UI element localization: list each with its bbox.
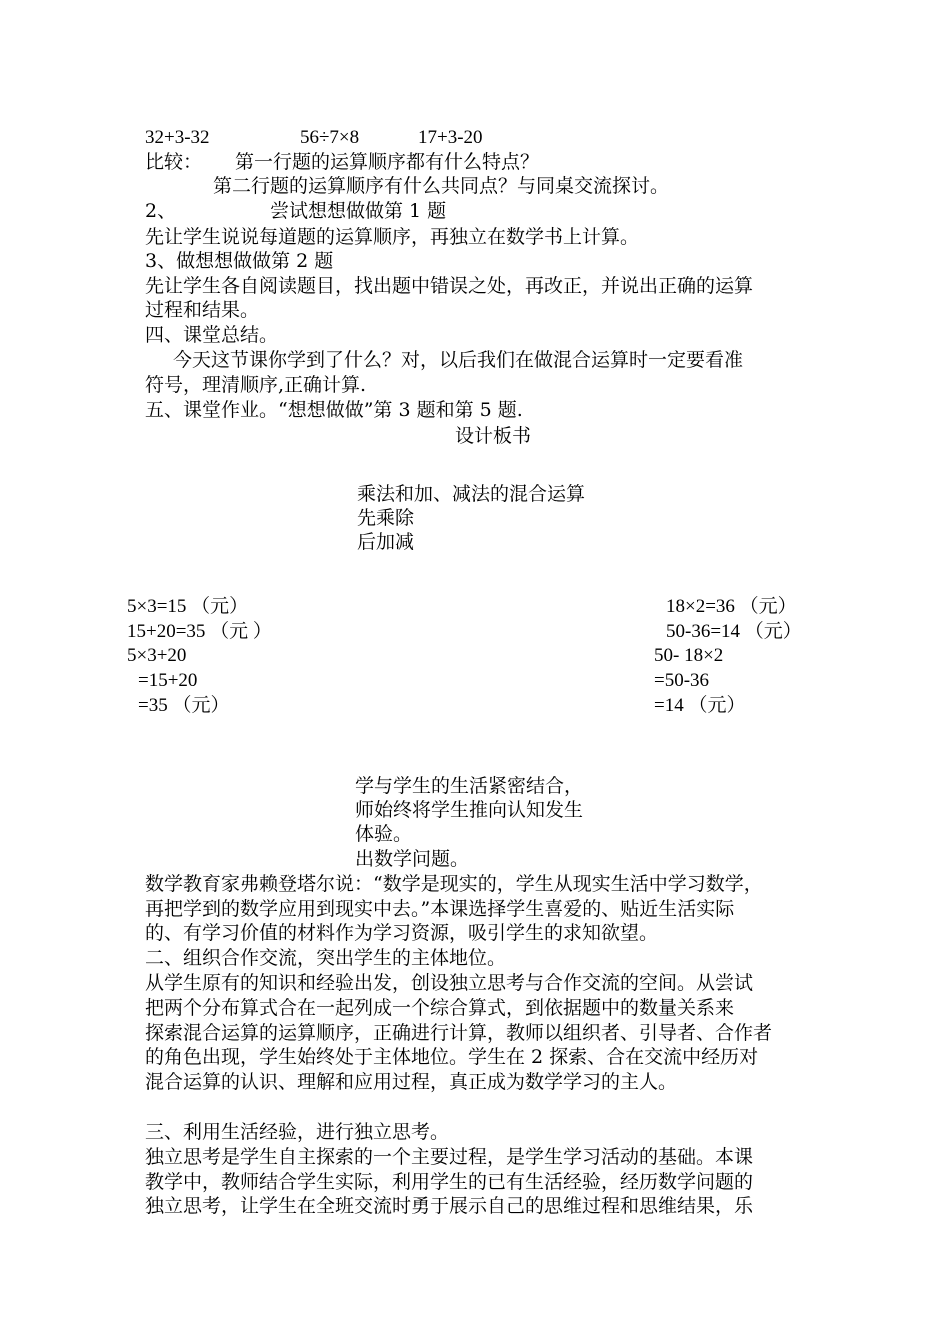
section3-heading: 三、利用生活经验，进行独立思考。 bbox=[145, 1121, 450, 1143]
homework-heading: 五、课堂作业。“想想做做”第 3 题和第 5 题. bbox=[145, 399, 523, 421]
step2-number: 2、 bbox=[145, 200, 177, 222]
section2-line-3: 探索混合运算的运算顺序，正确进行计算，教师以组织者、引导者、合作者 bbox=[145, 1022, 773, 1044]
section2-line-2: 把两个分布算式合在一起列成一个综合算式，到依据题中的数量关系来 bbox=[145, 997, 735, 1019]
step3-text-line-2: 过程和结果。 bbox=[145, 299, 260, 321]
expression-56-div-7-times-8: 56÷7×8 bbox=[300, 127, 360, 148]
board-left-line-1: 5×3=15 （元） bbox=[127, 596, 249, 617]
board-rule-add-subtract-after: 后加减 bbox=[357, 531, 415, 553]
summary-heading: 四、课堂总结。 bbox=[145, 324, 279, 346]
compare-question-1: 第一行题的运算顺序都有什么特点？ bbox=[235, 151, 540, 173]
compare-label: 比较： bbox=[145, 151, 203, 173]
step2-title: 尝试想想做做第 1 题 bbox=[270, 200, 447, 222]
board-left-line-2: 15+20=35 （元 ） bbox=[127, 621, 272, 642]
expression-17-plus-3-minus-20: 17+3-20 bbox=[418, 127, 483, 148]
summary-text-line-1: 今天这节课你学到了什么？对，以后我们在做混合运算时一定要看准 bbox=[173, 349, 744, 371]
board-right-line-4: =50-36 bbox=[654, 670, 710, 691]
board-left-line-3: 5×3+20 bbox=[127, 645, 187, 666]
step3-text-line-1: 先让学生各自阅读题目，找出题中错误之处，再改正，并说出正确的运算 bbox=[145, 275, 754, 297]
section3-line-3: 独立思考，让学生在全班交流时勇于展示自己的思维过程和思维结果，乐 bbox=[145, 1195, 754, 1217]
board-right-line-5: =14 （元） bbox=[654, 695, 746, 716]
board-right-line-1: 18×2=36 （元） bbox=[666, 596, 797, 617]
board-heading: 设计板书 bbox=[455, 425, 532, 447]
step2-text: 先让学生说说每道题的运算顺序，再独立在数学书上计算。 bbox=[145, 226, 640, 248]
board-left-line-4: =15+20 bbox=[138, 670, 198, 691]
reflection-fragment-3: 体验。 bbox=[355, 823, 413, 845]
section2-heading: 二、组织合作交流，突出学生的主体地位。 bbox=[145, 947, 507, 969]
reflection-fragment-1: 学与学生的生活紧密结合， bbox=[355, 775, 584, 797]
section1-line-2: 再把学到的数学应用到现实中去。”本课选择学生喜爱的、贴近生活实际 bbox=[145, 898, 735, 920]
board-right-line-2: 50-36=14 （元） bbox=[666, 621, 802, 642]
board-title: 乘法和加、减法的混合运算 bbox=[357, 483, 586, 505]
section1-line-1: 数学教育家弗赖登塔尔说：“数学是现实的，学生从现实生活中学习数学， bbox=[145, 873, 763, 895]
board-rule-multiply-divide-first: 先乘除 bbox=[357, 507, 415, 529]
board-left-line-5: =35 （元） bbox=[138, 695, 230, 716]
reflection-fragment-4: 出数学问题。 bbox=[355, 848, 470, 870]
compare-question-2: 第二行题的运算顺序有什么共同点？与同桌交流探讨。 bbox=[213, 175, 670, 197]
board-right-line-3: 50- 18×2 bbox=[654, 645, 724, 666]
section3-line-2: 教学中，教师结合学生实际，利用学生的已有生活经验，经历数学问题的 bbox=[145, 1171, 754, 1193]
section3-line-1: 独立思考是学生自主探索的一个主要过程，是学生学习活动的基础。本课 bbox=[145, 1146, 754, 1168]
section2-line-4: 的角色出现，学生始终处于主体地位。学生在 2 探索、合在交流中经历对 bbox=[145, 1046, 759, 1068]
section2-line-5: 混合运算的认识、理解和应用过程，真正成为数学学习的主人。 bbox=[145, 1071, 678, 1093]
step3-title: 3、做想想做做第 2 题 bbox=[145, 250, 334, 272]
summary-text-line-2: 符号，理清顺序,正确计算. bbox=[145, 374, 367, 396]
section2-line-1: 从学生原有的知识和经验出发，创设独立思考与合作交流的空间。从尝试 bbox=[145, 972, 754, 994]
expression-32-plus-3-minus-32: 32+3-32 bbox=[145, 127, 210, 148]
section1-line-3: 的、有学习价值的材料作为学习资源，吸引学生的求知欲望。 bbox=[145, 922, 659, 944]
reflection-fragment-2: 师始终将学生推向认知发生 bbox=[355, 799, 584, 821]
